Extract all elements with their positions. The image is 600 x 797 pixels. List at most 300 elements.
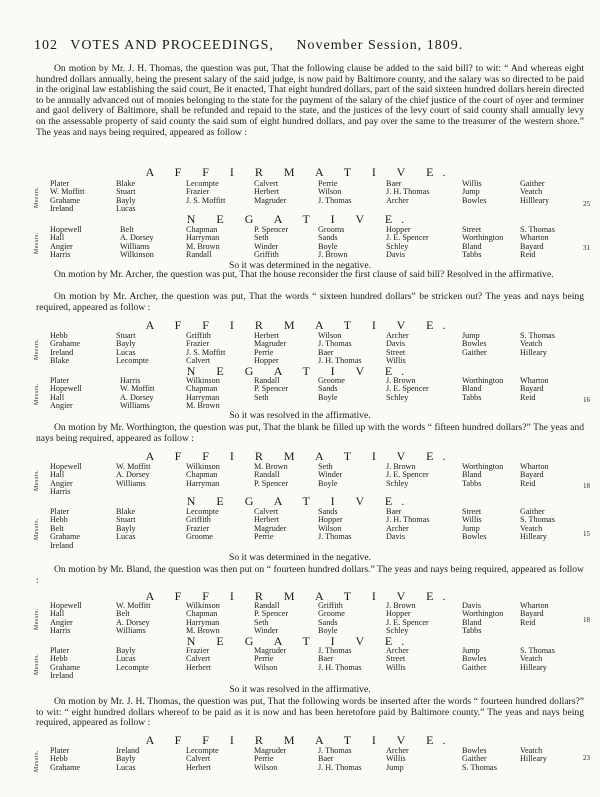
member-name: Schley — [386, 626, 409, 636]
member-column — [186, 463, 220, 488]
vote-list-v2n — [36, 377, 576, 411]
member-name: Herbert — [254, 515, 280, 525]
member-column — [462, 602, 503, 636]
member-name: A. Dorsey — [116, 470, 150, 480]
member-name: Bayard — [520, 609, 544, 619]
member-name: Groome — [318, 609, 345, 619]
member-name: Davis — [386, 532, 406, 542]
member-name: Seth — [254, 392, 269, 402]
result-note-3: So it was determined in the negative. — [228, 552, 371, 563]
member-column — [520, 747, 547, 764]
member-name: Gaither — [520, 507, 545, 516]
member-name: Lucas — [116, 347, 136, 357]
member-name: Calvert — [186, 356, 211, 366]
member-name: J. Thomas — [318, 195, 352, 205]
member-column — [50, 747, 80, 772]
member-name: Street — [386, 654, 406, 664]
member-column — [318, 180, 352, 205]
member-column — [120, 377, 155, 411]
member-name: Frazier — [186, 339, 210, 349]
member-column — [186, 602, 220, 636]
member-name: Blake — [116, 507, 136, 516]
member-column — [50, 602, 82, 636]
member-name: Veatch — [520, 339, 543, 349]
member-name: Ireland — [50, 540, 74, 550]
member-name: J. Thomas — [318, 746, 352, 755]
member-column — [318, 377, 345, 402]
member-name: Jump — [462, 187, 480, 197]
member-column — [318, 602, 345, 636]
member-column — [254, 332, 286, 366]
member-name: Davis — [462, 601, 482, 610]
negative-heading: N E G A T I V E. — [186, 634, 414, 648]
member-column — [186, 747, 219, 772]
member-column — [462, 463, 503, 488]
member-name: Worthington — [462, 462, 504, 471]
member-name: Bowles — [462, 532, 487, 542]
member-name: S. Thomas — [520, 225, 555, 234]
member-name: Bowles — [462, 654, 487, 664]
member-column — [520, 332, 555, 357]
member-column — [386, 332, 409, 366]
member-name: Seth — [254, 233, 269, 243]
member-name: Hopewell — [50, 384, 82, 394]
member-column — [318, 226, 348, 260]
member-name: P. Spencer — [254, 609, 289, 619]
member-name: Calvert — [186, 654, 211, 664]
member-name: Lucas — [116, 532, 136, 542]
member-name: Stuart — [116, 515, 136, 525]
member-name: Jump — [462, 331, 480, 340]
member-column — [186, 647, 211, 672]
member-name: Archer — [386, 331, 409, 340]
vote-list-v4a — [36, 602, 576, 636]
member-column — [462, 226, 503, 260]
member-name: Blake — [116, 179, 136, 188]
member-name: Tabbs — [462, 626, 482, 636]
member-name: J. Thomas — [318, 339, 352, 349]
member-name: Jump — [386, 762, 404, 772]
member-name: Seth — [318, 462, 333, 471]
member-name: J. Brown — [386, 376, 416, 385]
member-name: Hall — [50, 609, 65, 619]
negative-heading: N E G A T I V E. — [186, 364, 414, 378]
member-name: Archer — [386, 195, 409, 205]
member-name: J. S. Moffitt — [186, 347, 226, 357]
member-name: J. Thomas — [318, 532, 352, 542]
member-name: W. Moffitt — [120, 384, 155, 394]
member-name: Bayly — [116, 339, 136, 349]
affirmative-heading: A F F I R M A T I V E. — [145, 733, 455, 747]
member-name: Boyle — [318, 478, 338, 488]
member-name: Wharton — [520, 376, 549, 385]
member-name: Bayly — [116, 646, 136, 655]
member-name: Frazier — [186, 187, 210, 197]
member-column — [116, 747, 139, 772]
page-title: VOTES AND PROCEEDINGS, — [70, 38, 274, 53]
member-name: S. Thomas — [462, 762, 497, 772]
member-column — [50, 180, 85, 214]
member-name: Sands — [318, 384, 338, 394]
member-column — [50, 377, 82, 411]
member-name: Archer — [386, 746, 409, 755]
member-name: W. Moffitt — [116, 462, 151, 471]
member-name: Tabbs — [462, 250, 482, 260]
member-name: Harris — [50, 250, 71, 260]
affirmative-heading: A F F I R M A T I V E. — [145, 449, 455, 463]
member-column — [520, 180, 549, 205]
member-column — [462, 332, 487, 357]
member-name: Baer — [386, 179, 402, 188]
member-column — [462, 647, 487, 672]
member-name: Bowles — [462, 195, 487, 205]
member-name: Hebb — [50, 654, 68, 664]
member-name: Harryman — [186, 617, 220, 627]
member-name: Angier — [50, 478, 73, 488]
affirmative-heading: A F F I R M A T I V E. — [145, 165, 455, 179]
member-name: Bayly — [116, 523, 136, 533]
member-name: Magruder — [254, 646, 287, 655]
member-name: Plater — [50, 179, 70, 188]
member-name: J. Brown — [318, 250, 348, 260]
member-name: Hopper — [254, 356, 279, 366]
member-name: Randall — [254, 376, 280, 385]
margin-number: 23 — [583, 754, 590, 762]
running-header — [34, 38, 574, 54]
member-name: Lucas — [116, 654, 136, 664]
member-name: Hebb — [50, 515, 68, 525]
messrs-label: Messrs. — [34, 186, 40, 209]
member-name: Willis — [462, 179, 482, 188]
member-name: J. Brown — [386, 601, 416, 610]
member-name: Perrie — [254, 654, 274, 664]
member-column — [520, 463, 549, 488]
member-name: Chapman — [186, 225, 218, 234]
member-name: Griffith — [186, 331, 211, 340]
member-name: Hebb — [50, 331, 68, 340]
member-name: Davis — [386, 250, 406, 260]
member-name: Hall — [50, 233, 65, 243]
member-name: Belt — [50, 523, 64, 533]
member-name: Herbert — [186, 762, 212, 772]
member-name: Angier — [50, 617, 73, 627]
member-name: Boyle — [318, 392, 338, 402]
member-name: J. H. Thomas — [386, 187, 430, 197]
member-column — [254, 508, 286, 542]
member-name: J. E. Spencer — [386, 470, 429, 480]
member-name: Angier — [50, 401, 73, 411]
messrs-label: Messrs. — [34, 232, 40, 255]
member-name: Archer — [386, 646, 409, 655]
member-name: Hopewell — [50, 462, 82, 471]
member-name: W. Moffitt — [50, 187, 85, 197]
member-column — [520, 647, 555, 672]
member-column — [116, 463, 151, 488]
affirmative-heading: A F F I R M A T I V E. — [145, 589, 455, 603]
member-name: Schley — [386, 241, 409, 251]
member-name: A. Dorsey — [116, 617, 150, 627]
member-name: Lucas — [116, 204, 136, 214]
member-name: Angier — [50, 241, 73, 251]
member-name: Veatch — [520, 523, 543, 533]
member-name: Groome — [186, 532, 213, 542]
member-name: Jump — [462, 646, 480, 655]
member-name: Plater — [50, 507, 70, 516]
member-name: M. Brown — [186, 626, 220, 636]
motion-paragraph-2: On motion by Mr. Archer, the question was put, That the house reconsider the first clause of said bill? Resolved in the affirmative. — [54, 269, 554, 280]
vote-list-v3n — [36, 508, 576, 550]
member-name: Gaither — [462, 347, 487, 357]
member-column — [462, 180, 487, 205]
member-name: Magruder — [254, 339, 287, 349]
member-name: Hopper — [386, 225, 411, 234]
member-name: Grahame — [50, 339, 81, 349]
member-name: M. Brown — [186, 241, 220, 251]
member-name: Plater — [50, 746, 70, 755]
member-name: Grahame — [50, 762, 81, 772]
member-name: Street — [386, 347, 406, 357]
margin-number: 16 — [583, 396, 590, 404]
member-name: J. H. Thomas — [318, 762, 362, 772]
member-column — [462, 508, 487, 542]
member-column — [254, 647, 286, 672]
result-note-1: So it was determined in the negative. — [228, 260, 371, 271]
vote-list-v4n — [36, 647, 576, 681]
member-column — [318, 463, 342, 488]
member-name: Reid — [520, 392, 536, 402]
member-column — [116, 647, 149, 672]
member-name: Tabbs — [462, 392, 482, 402]
member-column — [116, 602, 151, 636]
member-name: Perrie — [254, 347, 274, 357]
member-name: Bayard — [520, 241, 544, 251]
member-name: Perrie — [254, 754, 274, 764]
member-name: Williams — [120, 401, 150, 411]
member-column — [318, 747, 362, 772]
member-name: Magruder — [254, 523, 287, 533]
member-column — [386, 508, 430, 542]
member-name: Worthington — [462, 233, 504, 243]
member-name: Lucas — [116, 762, 136, 772]
member-name: Bayard — [520, 384, 544, 394]
member-column — [520, 508, 555, 542]
messrs-label: Messrs. — [34, 749, 40, 772]
member-name: Gaither — [462, 754, 487, 764]
member-name: Calvert — [254, 179, 279, 188]
member-column — [116, 332, 149, 366]
member-name: Ireland — [50, 204, 74, 214]
negative-heading: N E G A T I V E. — [186, 494, 414, 508]
member-name: Harryman — [186, 233, 220, 243]
member-name: Williams — [116, 478, 146, 488]
member-name: Hilleary — [520, 347, 547, 357]
member-name: Perrie — [254, 532, 274, 542]
messrs-label: Messrs. — [34, 608, 40, 631]
member-column — [386, 463, 429, 488]
member-name: Worthington — [462, 376, 504, 385]
member-name: Baer — [318, 654, 334, 664]
margin-number: 18 — [583, 482, 590, 490]
member-name: Perrie — [318, 179, 338, 188]
member-name: Wilkinson — [186, 601, 220, 610]
member-name: Street — [462, 225, 482, 234]
member-column — [186, 332, 225, 366]
member-name: Sands — [318, 233, 338, 243]
result-note-2: So it was resolved in the affirmative. — [229, 410, 371, 421]
member-column — [254, 602, 288, 636]
member-name: Wharton — [520, 601, 549, 610]
member-name: J. H. Thomas — [318, 662, 362, 672]
member-name: Magruder — [254, 195, 287, 205]
member-name: M. Brown — [186, 401, 220, 411]
member-name: Lecompte — [186, 746, 219, 755]
messrs-label: Messrs. — [34, 653, 40, 676]
member-name: Wharton — [520, 462, 549, 471]
member-name: Griffith — [254, 250, 279, 260]
member-column — [318, 508, 352, 542]
member-name: P. Spencer — [254, 478, 289, 488]
member-name: Willis — [462, 515, 482, 525]
member-name: Willis — [386, 356, 406, 366]
motion-paragraph-3: On motion by Mr. Archer, the question was put, That the words “ sixteen hundred dollars” be stricken out? The yeas and nays being required, appeared as follow : — [36, 291, 584, 313]
member-column — [50, 508, 80, 550]
result-note-4: So it was resolved in the affirmative. — [229, 684, 371, 695]
member-name: Ireland — [116, 746, 140, 755]
member-name: P. Spencer — [254, 225, 289, 234]
member-column — [520, 377, 549, 402]
member-name: Bland — [462, 241, 482, 251]
member-name: Chapman — [186, 609, 218, 619]
member-column — [50, 332, 80, 366]
member-name: Harryman — [186, 478, 220, 488]
member-name: Stuart — [116, 331, 136, 340]
messrs-label: Messrs. — [34, 469, 40, 492]
member-name: Boyle — [318, 241, 338, 251]
member-name: P. Spencer — [254, 384, 289, 394]
member-name: Harris — [120, 376, 141, 385]
member-name: Williams — [116, 626, 146, 636]
member-name: Sands — [318, 507, 338, 516]
member-name: Wharton — [520, 233, 549, 243]
member-name: Grahame — [50, 532, 81, 542]
member-name: J. Thomas — [318, 646, 352, 655]
member-name: Grahame — [50, 195, 81, 205]
margin-number: 15 — [583, 530, 590, 538]
member-column — [186, 226, 220, 260]
member-name: J. E. Spencer — [386, 384, 429, 394]
member-column — [50, 647, 80, 681]
vote-list-v1a — [36, 180, 576, 214]
member-name: Reid — [520, 617, 536, 627]
member-name: Gaither — [462, 662, 487, 672]
member-name: Wilson — [318, 523, 342, 533]
session-heading: November Session, 1809. — [296, 38, 464, 53]
motion-paragraph-5: On motion by Mr. Bland, the question was then put on “ fourteen hundred dollars.” The yeas and nays being required, appeared as follow : — [36, 564, 584, 586]
member-name: Bayly — [116, 754, 136, 764]
member-name: Worthington — [462, 609, 504, 619]
member-name: Schley — [386, 478, 409, 488]
member-name: Baer — [386, 507, 402, 516]
member-name: Hilleary — [520, 532, 547, 542]
member-name: Sands — [318, 617, 338, 627]
member-name: Plater — [50, 376, 70, 385]
member-column — [386, 747, 409, 772]
member-name: Davis — [386, 339, 406, 349]
member-name: Hopper — [386, 609, 411, 619]
member-name: Magruder — [254, 746, 287, 755]
member-name: Belt — [116, 609, 130, 619]
messrs-label: Messrs. — [34, 518, 40, 541]
member-name: Bayard — [520, 470, 544, 480]
motion-paragraph-6: On motion by Mr. J. H. Thomas, the question was put, That the following words be inserted after the words “ fourteen hundred dollars?” to wit: “ eight hundred dollars whereof to be paid as it is now and has been heretofore paid by Baltimore county.” The yeas and nays being required, appeared as follow : — [36, 696, 584, 729]
member-column — [186, 180, 225, 205]
member-column — [520, 226, 555, 260]
member-name: Hebb — [50, 754, 68, 764]
member-column — [116, 508, 136, 542]
member-name: Frazier — [186, 646, 210, 655]
member-column — [50, 463, 82, 497]
member-column — [116, 180, 136, 214]
member-name: Williams — [120, 241, 150, 251]
member-name: Hilleary — [520, 662, 547, 672]
member-name: Veatch — [520, 654, 543, 664]
member-name: Hall — [50, 470, 65, 480]
member-column — [318, 647, 362, 672]
member-name: Calvert — [186, 754, 211, 764]
member-column — [386, 377, 429, 402]
member-name: W. Moffitt — [116, 601, 151, 610]
affirmative-heading: A F F I R M A T I V E. — [145, 318, 455, 332]
member-name: Gaither — [520, 179, 545, 188]
member-name: Grooms — [318, 225, 345, 234]
member-column — [462, 747, 497, 772]
page-number: 102 — [34, 38, 58, 53]
member-name: Belt — [120, 225, 134, 234]
messrs-label: Messrs. — [34, 338, 40, 361]
member-name: Veatch — [520, 746, 543, 755]
member-name: S. Thomas — [520, 646, 555, 655]
member-name: Hall — [50, 392, 65, 402]
member-name: Herbert — [186, 662, 212, 672]
member-name: Bland — [462, 384, 482, 394]
member-name: Reid — [520, 250, 536, 260]
negative-heading: N E G A T I V E. — [186, 212, 414, 226]
member-column — [120, 226, 154, 260]
member-name: Seth — [254, 617, 269, 627]
motion-paragraph-4: On motion by Mr. Worthington, the question was put, That the blank be filled up with the words “ fifteen hundred dollars?” The yeas and nays being required, appeared as follow : — [36, 422, 584, 444]
member-column — [254, 180, 286, 205]
member-name: Jump — [462, 523, 480, 533]
member-column — [462, 377, 503, 402]
margin-number: 31 — [583, 244, 590, 252]
member-name: Lecompte — [186, 179, 219, 188]
member-column — [50, 226, 82, 260]
member-name: Randall — [254, 601, 280, 610]
member-name: Winder — [254, 241, 279, 251]
member-name: Lecompte — [116, 662, 149, 672]
member-column — [318, 332, 362, 366]
member-name: Schley — [386, 392, 409, 402]
member-name: Groome — [318, 376, 345, 385]
member-name: Frazier — [186, 523, 210, 533]
member-column — [386, 647, 409, 672]
member-name: Bowles — [462, 339, 487, 349]
member-name: Bland — [462, 470, 482, 480]
member-name: Harris — [50, 487, 71, 497]
member-name: Wilkinson — [120, 250, 154, 260]
member-column — [520, 602, 549, 627]
member-name: Griffith — [318, 601, 343, 610]
